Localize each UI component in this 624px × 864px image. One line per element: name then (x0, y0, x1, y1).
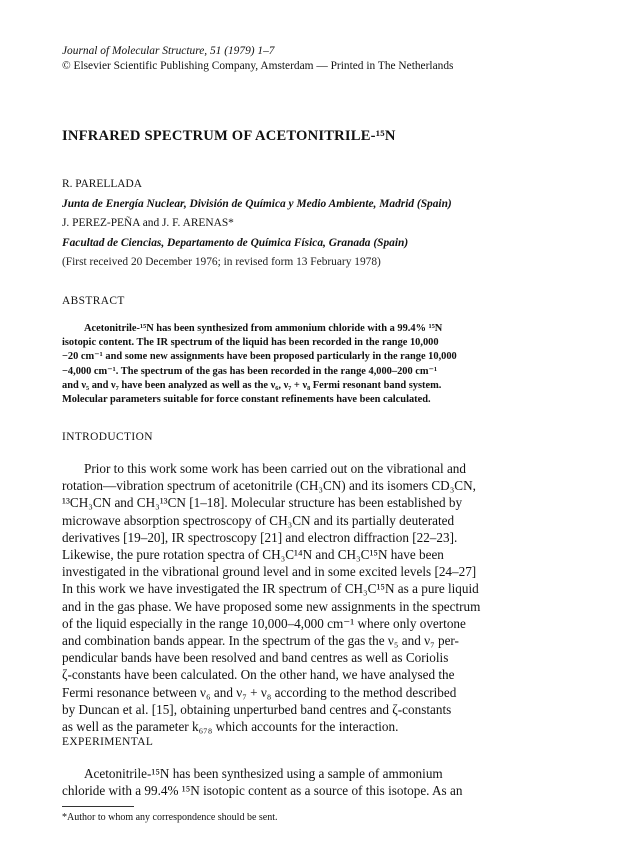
intro-line: Likewise, the pure rotation spectra of CH₃C¹⁴N and CH₃C¹⁵N have been (62, 547, 444, 563)
intro-line: of the liquid especially in the range 10,000–4,000 cm⁻¹ where only overtone (62, 615, 466, 631)
author-name-2: J. PEREZ-PEÑA and J. F. ARENAS* (62, 217, 234, 229)
abstract-heading: ABSTRACT (62, 295, 125, 307)
intro-line: Prior to this work some work has been carried out on the vibrational and (84, 461, 466, 476)
introduction-text (62, 460, 582, 735)
experimental-line: Acetonitrile-¹⁵N has been synthesized using a sample of ammonium (84, 766, 443, 781)
intro-line: and combination bands appear. In the spectrum of the gas the ν₅ and ν₇ per- (62, 633, 459, 649)
author-name-1: R. PARELLADA (62, 178, 142, 190)
footnote: *Author to whom any correspondence should be sent. (62, 812, 278, 823)
intro-line: ¹³CH₃CN and CH₃¹³CN [1–18]. Molecular structure has been established by (62, 495, 463, 511)
abstract-text (62, 322, 582, 407)
intro-line: derivatives [19–20], IR spectroscopy [21] and electron diffraction [22–23]. (62, 529, 458, 545)
author-block (62, 175, 582, 273)
intro-line: by Duncan et al. [15], obtaining unperturbed band centres and ζ-constants (62, 701, 452, 717)
experimental-heading: EXPERIMENTAL (62, 736, 154, 748)
experimental-line: chloride with a 99.4% ¹⁵N isotopic content as a source of this isotope. As an (62, 783, 463, 799)
affiliation-2: Facultad de Ciencias, Departamento de Química Física, Granada (Spain) (62, 236, 409, 249)
abstract-line: Molecular parameters suitable for force constant refinements have been calculated. (62, 394, 431, 406)
footnote-rule (62, 806, 134, 807)
intro-line: ζ-constants have been calculated. On the other hand, we have analysed the (62, 667, 455, 683)
intro-line: and in the gas phase. We have proposed some new assignments in the spectrum (62, 598, 481, 614)
intro-line: Fermi resonance between ν₆ and ν₇ + ν₈ according to the method described (62, 684, 457, 700)
received-dates: (First received 20 December 1976; in revised form 13 February 1978) (62, 256, 381, 268)
introduction-heading: INTRODUCTION (62, 431, 153, 443)
affiliation-1: Junta de Energía Nuclear, División de Química y Medio Ambiente, Madrid (Spain) (62, 197, 452, 210)
paper-title: INFRARED SPECTRUM OF ACETONITRILE-¹⁵N (62, 128, 396, 144)
intro-line: as well as the parameter k₆₇₈ which accounts for the interaction. (62, 719, 399, 735)
journal-header (62, 44, 572, 74)
intro-line: microwave absorption spectroscopy of CH₃CN and its partially deuterated (62, 512, 455, 528)
abstract-line: and ν₅ and ν₇ have been analyzed as well as the ν₆, ν₇ + ν₈ Fermi resonant band system. (62, 379, 442, 391)
intro-line: investigated in the vibrational ground level and in some excited levels [24–27] (62, 564, 477, 580)
abstract-line: −20 cm⁻¹ and some new assignments have been proposed particularly in the range 10,000 (62, 351, 457, 363)
abstract-line: Acetonitrile-¹⁵N has been synthesized from ammonium chloride with a 99.4% ¹⁵N (84, 323, 443, 334)
intro-line: In this work we have investigated the IR spectrum of CH₃C¹⁵N as a pure liquid (62, 581, 479, 597)
abstract-line: −4,000 cm⁻¹. The spectrum of the gas has been recorded in the range 4,000–200 cm⁻¹ (62, 365, 438, 377)
abstract-line: isotopic content. The IR spectrum of the liquid has been recorded in the range 10,000 (62, 337, 439, 349)
experimental-text (62, 765, 582, 799)
publisher-line: © Elsevier Scientific Publishing Company, Amsterdam — Printed in The Netherlands (62, 60, 454, 72)
journal-citation: Journal of Molecular Structure, 51 (1979) 1–7 (62, 45, 275, 57)
intro-line: rotation—vibration spectrum of acetonitrile (CH₃CN) and its isomers CD₃CN, (62, 478, 476, 494)
intro-line: pendicular bands have been resolved and band centres as well as Coriolis (62, 650, 449, 666)
